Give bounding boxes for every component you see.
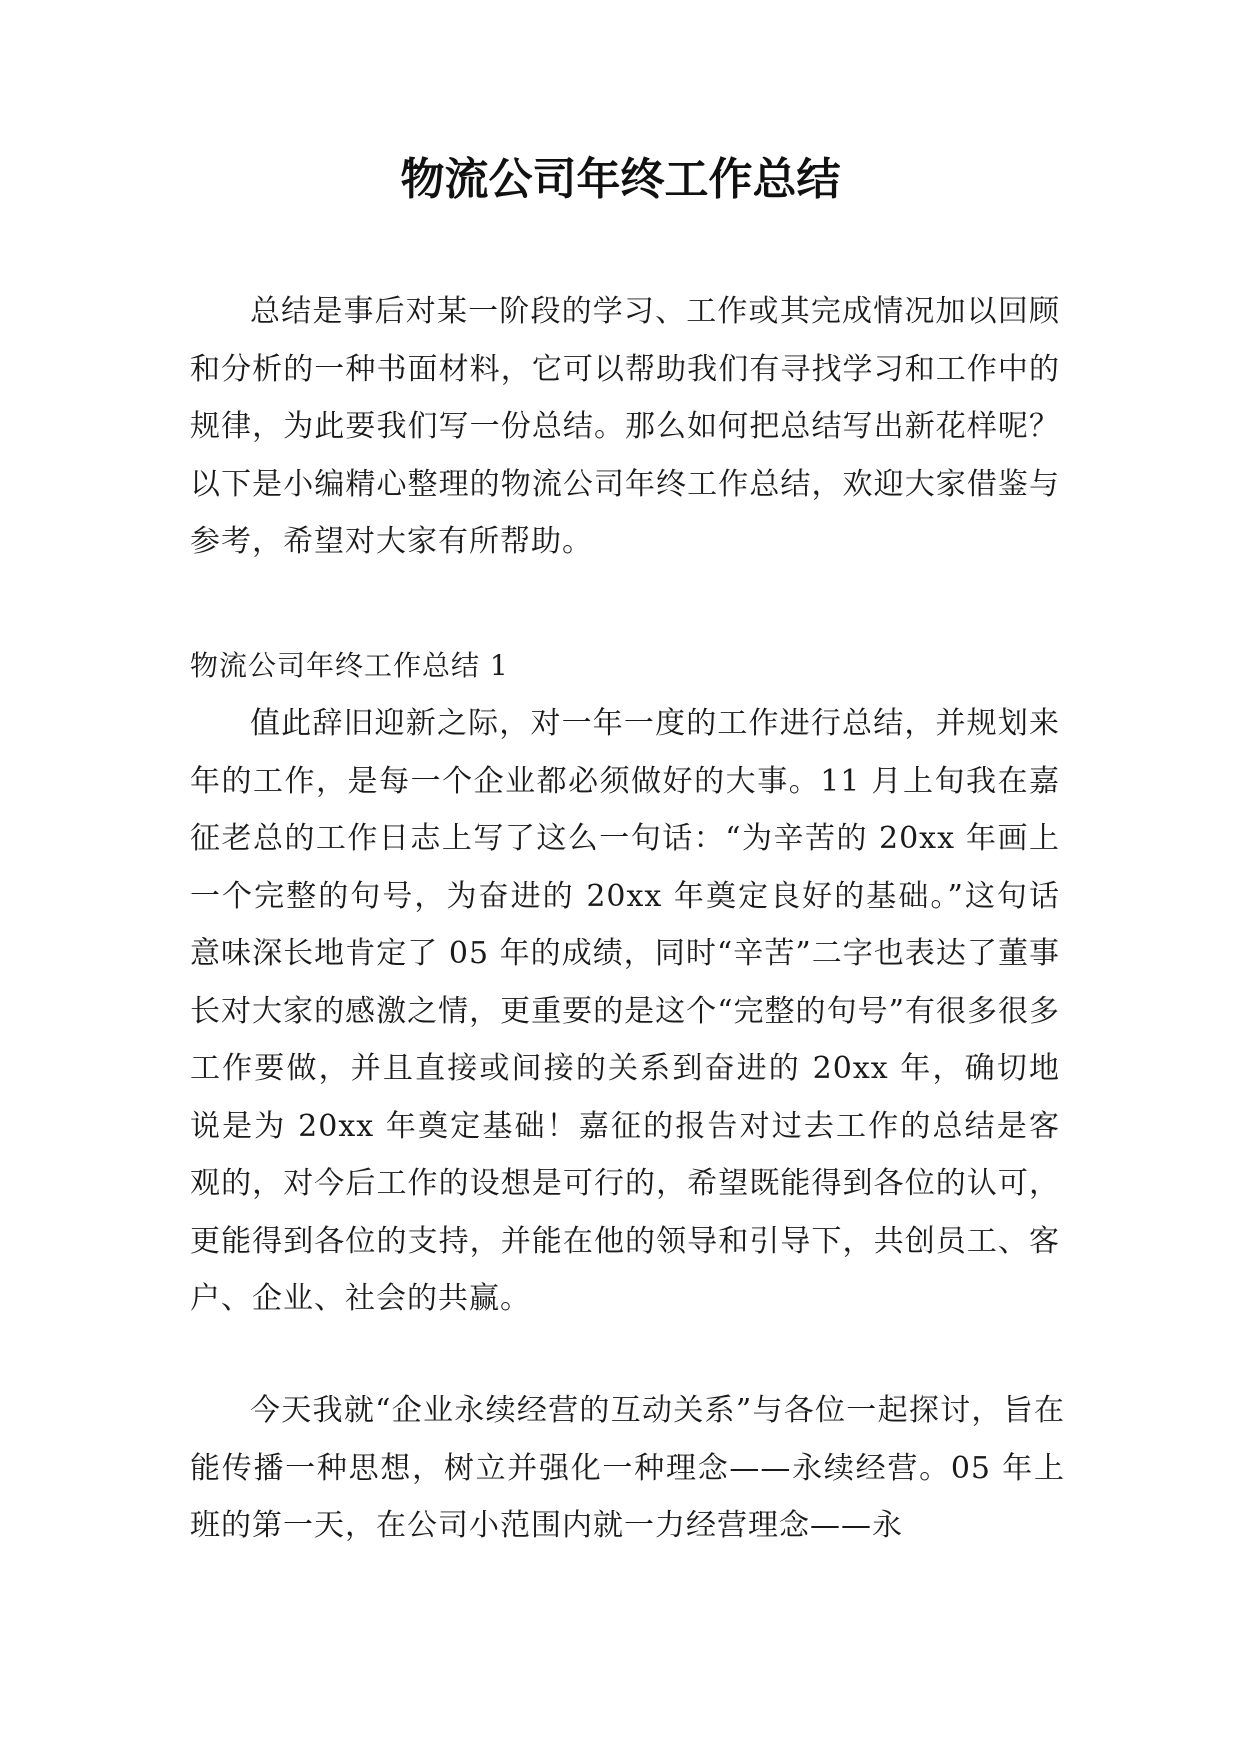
intro-section [190, 283, 1060, 571]
body-paragraph-2: 今天我就“企业永续经营的互动关系”与各位一起探讨，旨在能传播一种思想，树立并强化一种理念——永续经营。05 年上班的第一天，在公司小范围内就一力经营理念——永 [190, 1393, 1065, 1543]
body-section-2 [190, 1382, 1065, 1555]
body-paragraph-1: 值此辞旧迎新之际，对一年一度的工作进行总结，并规划来年的工作，是每一个企业都必须做好的大事。11 月上旬我在嘉征老总的工作日志上写了这么一句话：“为辛苦的 20xx 年画上一个完整的句号，为奋进的 20xx 年奠定良好的基础。”这句话意味深长地肯定了 05 年的成绩，同时“辛苦”二字也表达了董事长对大家的感激之情，更重要的是这个“完整的句号”有很多很多工作要做，并且直接或间接的关系到奋进的 20xx 年，确切地说是为 20xx 年奠定基础！嘉征的报告对过去工作的总结是客观的，对今后工作的设想是可行的，希望既能得到各位的认可，更能得到各位的支持，并能在他的领导和引导下，共创员工、客户、企业、社会的共赢。 [190, 706, 1060, 1316]
section-heading: 物流公司年终工作总结 1 [190, 649, 509, 682]
body-section-1 [190, 695, 1060, 1328]
intro-paragraph: 总结是事后对某一阶段的学习、工作或其完成情况加以回顾和分析的一种书面材料，它可以帮助我们有寻找学习和工作中的规律，为此要我们写一份总结。那么如何把总结写出新花样呢？以下是小编精心整理的物流公司年终工作总结，欢迎大家借鉴与参考，希望对大家有所帮助。 [190, 294, 1060, 559]
document-title: 物流公司年终工作总结 [400, 154, 841, 205]
